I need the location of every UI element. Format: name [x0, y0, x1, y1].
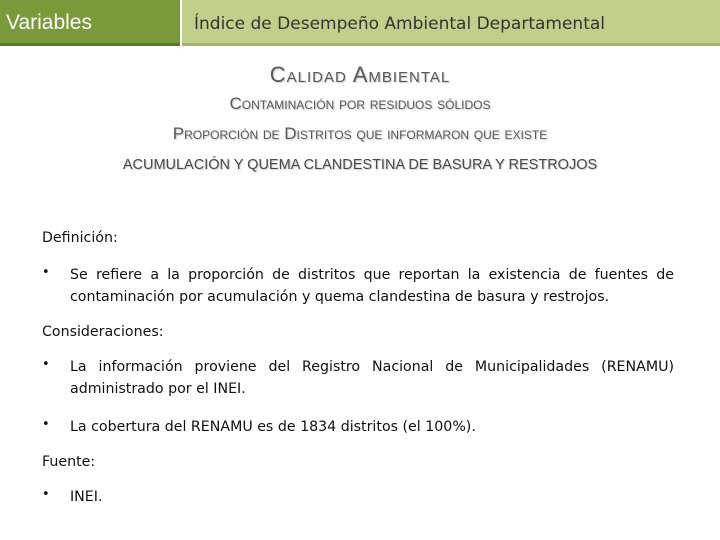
definicion-label: Definición:	[42, 230, 118, 246]
definicion-item	[42, 264, 674, 308]
fuente-text: INEI.	[70, 489, 103, 505]
bullet-icon: •	[42, 357, 50, 372]
heading-calidad-ambiental: Calidad Ambiental	[269, 62, 451, 87]
fuente-label: Fuente:	[42, 454, 96, 470]
bullet-icon: •	[42, 417, 50, 432]
fuente-item	[42, 486, 674, 508]
consideraciones-label: Consideraciones:	[42, 324, 164, 340]
page-title-tab: Índice de Desempeño Ambiental Departamental	[182, 0, 720, 46]
bullet-icon: •	[42, 487, 50, 502]
content-body	[42, 230, 674, 508]
variables-tab[interactable]: Variables	[0, 0, 180, 46]
consideraciones-text-2: La cobertura del RENAMU es de 1834 distritos (el 100%).	[70, 419, 476, 435]
heading-proporcion: Proporción de Distritos que informaron que existe	[172, 124, 548, 143]
definicion-text: Se refiere a la proporción de distritos que reportan la existencia de fuentes de contaminación por acumulación y quema clandestina de basura y restrojos.	[70, 267, 674, 305]
consideraciones-text-1: La información proviene del Registro Nacional de Municipalidades (RENAMU) administrado por el INEI.	[70, 359, 674, 397]
heading-contaminacion: Contaminación por residuos sólidos	[229, 94, 491, 113]
consideraciones-item	[42, 416, 674, 438]
bullet-icon: •	[42, 265, 50, 280]
consideraciones-item	[42, 356, 674, 400]
heading-acumulacion: ACUMULACIÓN Y QUEMA CLANDESTINA DE BASURA Y RESTROJOS	[122, 157, 598, 173]
